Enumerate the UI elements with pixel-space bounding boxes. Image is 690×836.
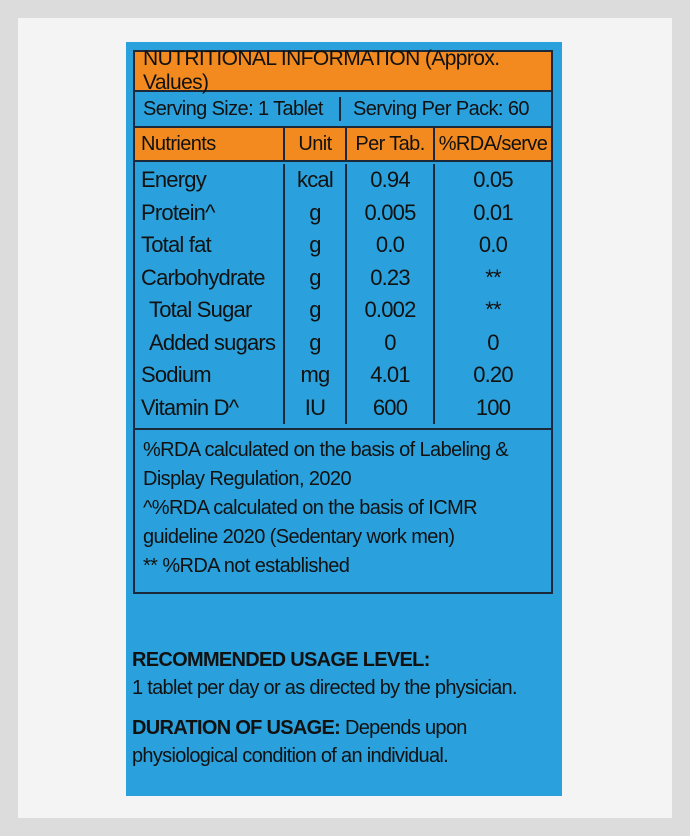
- table-title: NUTRITIONAL INFORMATION (Approx. Values): [135, 52, 551, 92]
- nutrient-rda: 0: [487, 329, 499, 355]
- nutrient-name: Vitamin D^: [135, 392, 285, 425]
- nutrient-unit: mg: [285, 359, 347, 392]
- nutrient-name: Energy: [135, 164, 285, 197]
- footnotes: [135, 430, 551, 592]
- table-row: [135, 327, 551, 360]
- nutrient-unit: kcal: [285, 164, 347, 197]
- table-header-row: [135, 128, 551, 162]
- footnote-not-established: ** %RDA not established: [143, 555, 350, 577]
- serving-size: Serving Size: 1 Tablet: [135, 97, 341, 121]
- nutrient-name: Sodium: [135, 359, 285, 392]
- nutrition-label-panel: [126, 42, 562, 796]
- table-row: [135, 392, 551, 425]
- nutrient-per-tab: 0: [347, 327, 435, 360]
- footnote-rda-basis: %RDA calculated on the basis of Labeling & Display Regulation, 2020: [143, 439, 509, 490]
- servings-per-pack: Serving Per Pack: 60: [353, 97, 529, 120]
- table-row: [135, 359, 551, 392]
- nutrient-name: Total fat: [135, 229, 285, 262]
- duration-heading: DURATION OF USAGE:: [132, 717, 341, 739]
- nutrient-rda: 100: [475, 394, 511, 420]
- nutrient-name: Protein^: [135, 197, 285, 230]
- nutrient-name: Added sugars: [135, 327, 285, 360]
- nutrient-name: Carbohydrate: [135, 262, 285, 295]
- nutrient-rda: **: [485, 297, 501, 323]
- table-row: [135, 164, 551, 197]
- nutrient-rda: 0.20: [473, 362, 513, 388]
- nutrition-table: [133, 47, 553, 594]
- table-row: [135, 197, 551, 230]
- usage-section: [132, 646, 558, 782]
- table-row: [135, 229, 551, 262]
- serving-info-row: [135, 92, 551, 128]
- nutrient-per-tab: 4.01: [347, 359, 435, 392]
- nutrient-per-tab: 0.23: [347, 262, 435, 295]
- nutrient-unit: g: [285, 229, 347, 262]
- nutrient-rda: 0.05: [473, 167, 513, 193]
- header-unit: Unit: [285, 128, 347, 160]
- footnote-icmr: ^%RDA calculated on the basis of ICMR guideline 2020 (Sedentary work men): [143, 497, 478, 548]
- nutrient-rda: **: [485, 264, 501, 290]
- header-rda: %RDA/serve: [438, 132, 548, 155]
- usage-duration: [132, 714, 558, 770]
- table-body: [135, 162, 551, 430]
- duration-text: Depends upon physiological condition of an individual.: [132, 717, 467, 767]
- nutrient-unit: g: [285, 197, 347, 230]
- nutrient-per-tab: 0.94: [347, 164, 435, 197]
- nutrient-unit: IU: [285, 392, 347, 425]
- nutrient-per-tab: 0.005: [347, 197, 435, 230]
- usage-level: [132, 646, 558, 702]
- table-row: [135, 262, 551, 295]
- header-per-tab: Per Tab.: [347, 128, 435, 160]
- nutrient-unit: g: [285, 327, 347, 360]
- nutrient-rda: 0.01: [473, 199, 513, 225]
- nutrient-rda: 0.0: [478, 232, 508, 258]
- usage-level-text: 1 tablet per day or as directed by the physician.: [132, 677, 517, 699]
- nutrient-unit: g: [285, 262, 347, 295]
- usage-level-heading: RECOMMENDED USAGE LEVEL:: [132, 649, 430, 671]
- nutrient-per-tab: 0.0: [347, 229, 435, 262]
- table-row: [135, 294, 551, 327]
- header-nutrients: Nutrients: [135, 128, 285, 160]
- nutrient-per-tab: 600: [347, 392, 435, 425]
- nutrient-per-tab: 0.002: [347, 294, 435, 327]
- nutrient-name: Total Sugar: [135, 294, 285, 327]
- nutrient-unit: g: [285, 294, 347, 327]
